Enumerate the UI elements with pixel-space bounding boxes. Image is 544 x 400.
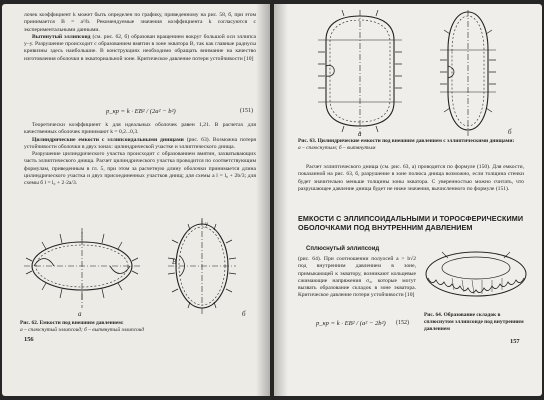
formula-151: p_кр = k · EB² / (2a² − b²) [106,108,176,115]
figure-63-drawing [298,10,528,136]
wrinkled-ellipsoid-drawing [426,252,526,296]
fig63-label-a: а [358,130,362,136]
fig62-caption-sub: а – сплюснутый эллипсоид; б – вытянутый эллипсоид [20,326,145,333]
figure-62 [20,218,260,318]
section-heading: ЕМКОСТИ С ЭЛЛИПСОИДАЛЬНЫМИ И ТОРОСФЕРИЧЕСКИМИ ОБОЛОЧКАМИ ПОД ВНУТРЕННИМ ДАВЛЕНИЕМ [298,214,524,232]
gutter-shadow [256,4,270,396]
oblate-subheading: Сплюснутый эллипсоид [306,246,380,252]
ellipsoid-text: (см. рис. 62, б) образован вращением вокруг большой оси эллипса y–y. Разрушение происходит с образованием вмятин в зоне экватора B, так как главные радиусы кривизны здесь наибольшие. В конструкциях необходимо обращать внимание на качество изготовления оболочки в экваториальной зоне. Критическое давление потери устойчивости [10] [24,33,256,62]
gutter-shadow [274,4,288,396]
ellipsoid-paragraph [24,34,256,63]
formula-number-152: (152) [396,320,409,326]
calc-paragraph [298,164,524,193]
fig62-label-b: б [242,310,246,318]
cylinder-heading: Цилиндрические емкости с эллипсоидальными днищами [32,136,184,143]
figure-64 [422,244,530,310]
ellipsoid-heading: Вытянутый эллипсоид [32,33,91,40]
body-paragraphs [24,122,256,188]
fig62-caption-title: Рис. 62. Емкости под внешним давлением: [20,320,124,326]
formula-152: p_кр = k · EB² / (a² − 2b²) [316,320,386,327]
figure-62-drawing [20,218,260,318]
right-page-number: 157 [510,338,520,345]
left-page [2,4,270,396]
cylinder-text-2: Разрушение цилиндрического участка происходит с образованием вмятин, захватывающих часть эллиптического днища. Расчет цилиндрического участка проводится по соответствующим формулам, приведенным в гл. 5, при этом за расчетную длину оболочки принимается длина цилиндрического участка и двух присоединенных участков днищ; для схемы а l = l₀ + 2b/3; для схемы б l = l₀ + 2·2a/3. [24,151,256,187]
oblate-paragraph [298,256,416,300]
left-page-number: 156 [24,336,34,343]
oblate-text: (рис. 64). При соотношении полуосей a > b√2 под внутренним давлением в зоне, примыкающей к экватору, возникают кольцевые сжимающие напряжения σ₂, которые могут вызвать образование складок в зоне экватора. Критическое давление потери устойчивости [10] [298,256,416,299]
fig62-axis-y: y [205,220,209,228]
fig63-label-b: б [508,128,512,136]
intro-text: лочек коэффициент k может быть определен по графику, приведенному на рис. 58, б, при этом принимается B = a²/b. Рекомендуемые значения коэффициента k согласуются с экспериментальными данными. [24,12,256,33]
fig63-caption-sub: а – сплюснутым; б – вытянутым [298,144,376,151]
after-formula-text: Теоретически коэффициент k для идеальных оболочек равен 1,21. В расчетах для качественных оболочек принимают k = 0,2...0,3. [24,122,256,136]
cylinder-prolate-heads-drawing [440,10,496,136]
figure-64-caption [424,312,528,332]
cylinder-text: (рис. 63). Возможна потеря устойчивости оболочки в двух зонах: цилиндрической участке и эллиптического днища. [24,136,256,150]
fig62-label-a: а [78,310,82,318]
figure-63-caption [298,138,526,152]
fig62-axis-b: B [172,258,177,266]
cylinder-paragraph [24,137,256,152]
cylinder-oblate-heads-drawing [318,10,402,134]
calc-text: Расчет эллиптического днища (см. рис. 63, а) проводится по формуле (150). Для емкости, показанной на рис. 63, б, разрушение в зоне полюса днища возможно, если толщина стенки будет значительно меньше толщины зоны экватора. С уверенностью можно считать, что разрушающее давление днища будет не ниже значения, вычисленного по формуле (151). [298,164,524,192]
figure-63 [298,10,528,136]
prolate-ellipsoid-drawing [168,220,236,314]
fig63-caption-title: Рис. 63. Цилиндрические емкости под внешним давлением с эллиптическими днищами: [298,138,515,144]
intro-paragraph [24,12,256,63]
figure-64-drawing [422,244,530,310]
right-page [274,4,542,396]
figure-62-caption [20,320,260,334]
formula-number-151: (151) [240,108,253,114]
fig64-caption-title: Рис. 64. Образование складок в сплюснутом эллипсоиде под внутренним давлением [424,312,524,332]
